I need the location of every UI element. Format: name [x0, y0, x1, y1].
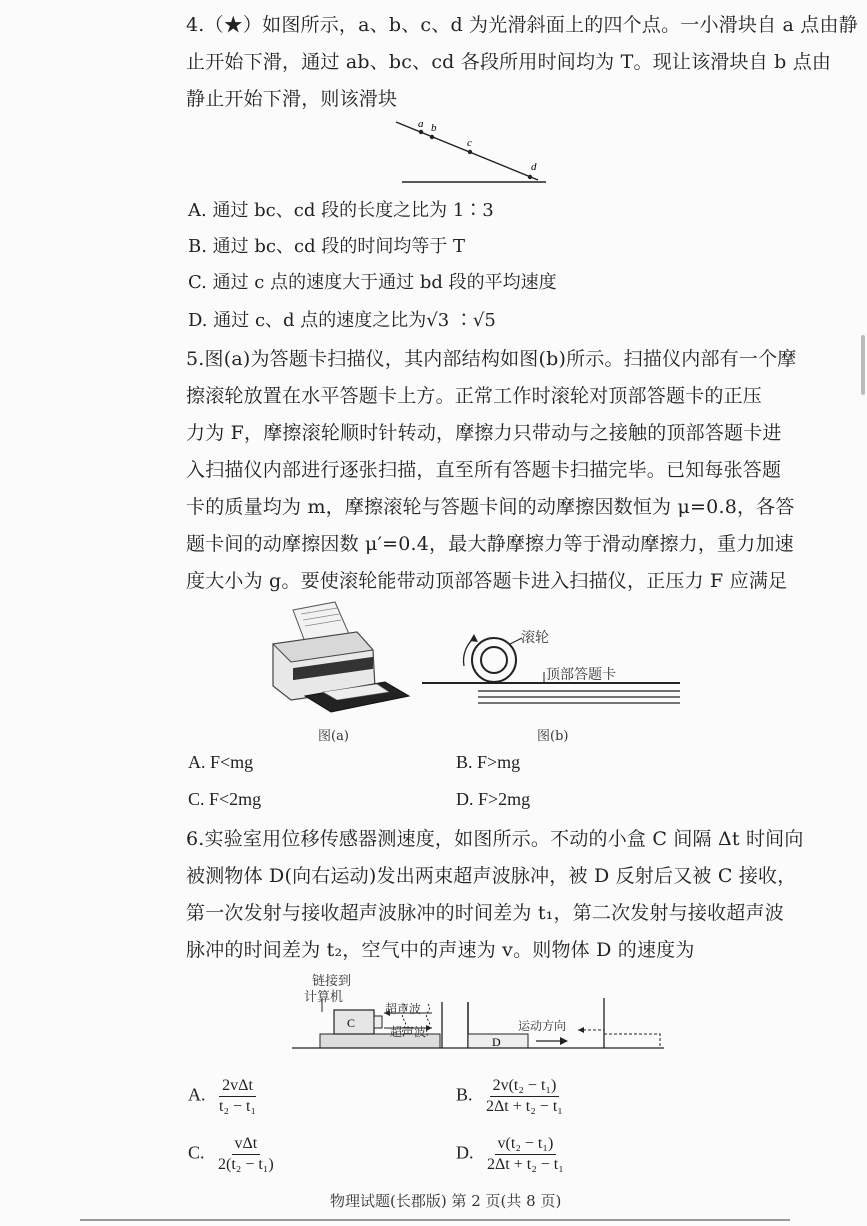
label-d: d: [531, 161, 537, 173]
q6-option-b-prefix: B.: [456, 1084, 473, 1105]
q6-b-denominator: 2Δt + t₂ − t₁: [486, 1098, 563, 1115]
q6-option-c-prefix: C.: [188, 1142, 205, 1163]
q5-line-1: 5.图(a)为答题卡扫描仪，其内部结构如图(b)所示。扫描仪内部有一个摩: [186, 348, 797, 370]
q6-option-d-fraction: [484, 1134, 567, 1175]
wave-label-2: 超声波: [390, 1025, 427, 1039]
point-c: [468, 150, 472, 154]
q4-line-1: 4.（★）如图所示，a、b、c、d 为光滑斜面上的四个点。一小滑块自 a 点由静: [186, 14, 858, 36]
q5-option-c[interactable]: C. F<2mg: [188, 789, 262, 809]
q6-line-3: 第一次发射与接收超声波脉冲的时间差为 t₁，第二次发射与接收超声波: [186, 902, 784, 924]
q6-option-b-fraction: [483, 1076, 566, 1117]
q6-a-numerator: 2vΔt: [219, 1076, 256, 1097]
q6-c-denominator: 2(t₂ − t₁): [218, 1156, 274, 1173]
roller-outer: [472, 638, 516, 682]
q4-line-2: 止开始下滑，通过 ab、bc、cd 各段所用时间均为 T。现让该滑块自 b 点由: [186, 51, 832, 73]
fig-a-caption: 图(a): [318, 729, 349, 744]
q6-option-c[interactable]: [188, 1134, 277, 1175]
label-b: b: [431, 122, 437, 134]
q4-incline-figure: [390, 112, 560, 190]
q6-option-a-prefix: A.: [188, 1084, 206, 1105]
link-label-1: 链接到: [312, 974, 352, 989]
label-a: a: [418, 118, 424, 130]
q5-line-7: 度大小为 g。要使滚轮能带动顶部答题卡进入扫描仪，正压力 F 应满足: [186, 570, 788, 592]
q5-line-2: 擦滚轮放置在水平答题卡上方。正常工作时滚轮对顶部答题卡的正压: [186, 385, 763, 407]
point-b: [430, 135, 434, 139]
q4-option-b[interactable]: B. 通过 bc、cd 段的时间均等于 T: [188, 236, 466, 257]
q6-c-numerator: vΔt: [232, 1134, 261, 1155]
page-footer: 物理试题(长郡版) 第 2 页(共 8 页): [330, 1192, 562, 1210]
q6-option-d-prefix: D.: [456, 1142, 474, 1163]
scrollbar-thumb[interactable]: [861, 335, 865, 395]
top-card-label: 顶部答题卡: [546, 667, 616, 683]
q6-option-a-fraction: [216, 1076, 259, 1117]
q6-line-4: 脉冲的时间差为 t₂，空气中的声速为 v。则物体 D 的速度为: [186, 939, 695, 961]
label-c: c: [467, 137, 472, 149]
q5-option-b[interactable]: B. F>mg: [456, 752, 521, 772]
q5-option-a[interactable]: A. F<mg: [188, 752, 254, 772]
q6-a-denominator: t₂ − t₁: [219, 1098, 257, 1115]
q5-line-3: 力为 F，摩擦滚轮顺时针转动，摩擦力只带动与之接触的顶部答题卡进: [186, 422, 782, 444]
q6-option-c-fraction: [215, 1134, 277, 1175]
q6-line-2: 被测物体 D(向右运动)发出两束超声波脉冲，被 D 反射后又被 C 接收，: [186, 865, 797, 887]
box-c-label: C: [347, 1016, 356, 1030]
q4-option-d[interactable]: D. 通过 c、d 点的速度之比为√3 ∶√5: [188, 310, 496, 331]
fig-b-caption: 图(b): [537, 729, 569, 744]
q5-line-4: 入扫描仪内部进行逐张扫描，直至所有答题卡扫描完毕。已知每张答题: [186, 459, 782, 481]
motion-label: 运动方向: [518, 1019, 567, 1033]
q4-option-a[interactable]: A. 通过 bc、cd 段的长度之比为 1∶3: [188, 200, 494, 221]
q6-line-1: 6.实验室用位移传感器测速度，如图所示。不动的小盒 C 间隔 Δt 时间向: [186, 828, 804, 850]
q5-line-6: 题卡间的动摩擦因数 μ′=0.4，最大静摩擦力等于滑动摩擦力，重力加速: [186, 533, 794, 555]
q5-line-5: 卡的质量均为 m，摩擦滚轮与答题卡间的动摩擦因数恒为 μ=0.8，各答: [186, 496, 795, 518]
point-d: [528, 175, 532, 179]
q5-option-d[interactable]: D. F>2mg: [456, 789, 531, 809]
wave-label-1: 超声波: [385, 1002, 422, 1016]
q6-option-d[interactable]: [456, 1134, 567, 1175]
q6-option-b[interactable]: [456, 1076, 566, 1117]
scanner-figure-a: [265, 600, 415, 720]
bottom-divider: [80, 1219, 790, 1221]
q4-line-3: 静止开始下滑，则该滑块: [186, 88, 398, 110]
q6-d-numerator: v(t₂ − t₁): [495, 1134, 557, 1155]
q6-option-a[interactable]: [188, 1076, 259, 1117]
box-d-label: D: [492, 1035, 501, 1049]
roller-label: 滚轮: [521, 630, 549, 646]
q6-b-numerator: 2v(t₂ − t₁): [490, 1076, 560, 1097]
q4-option-c[interactable]: C. 通过 c 点的速度大于通过 bd 段的平均速度: [188, 272, 557, 293]
roller-inner: [481, 647, 507, 673]
point-a: [419, 130, 423, 134]
link-label-2: 计算机: [304, 990, 344, 1005]
q6-d-denominator: 2Δt + t₂ − t₁: [487, 1156, 564, 1173]
